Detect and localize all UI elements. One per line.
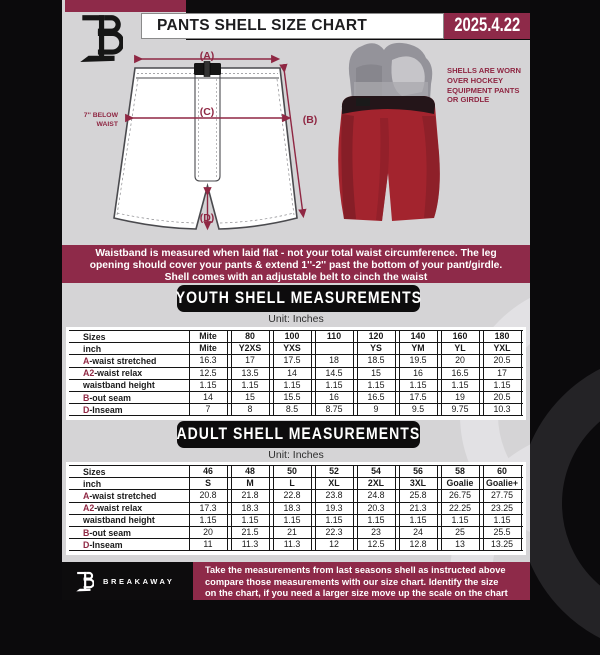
text-line: OR GIRDLE <box>447 95 490 105</box>
table-cell: 1.15 <box>273 515 312 526</box>
adult-heading-text: ADULT SHELL MEASUREMENTS <box>176 425 421 443</box>
table-cell: 27.75 <box>483 490 522 501</box>
youth-unit-label: Unit: Inches <box>268 313 324 325</box>
table-cell: 1.15 <box>315 515 354 526</box>
row-label-prefix: D <box>83 539 90 550</box>
row-label-prefix: D <box>83 404 90 415</box>
table-cell: 12.5 <box>189 368 228 379</box>
table-cell: 1.15 <box>189 515 228 526</box>
table-cell: 19.3 <box>315 503 354 514</box>
table-cell: 22.25 <box>441 503 480 514</box>
table-cell: 14 <box>273 368 312 379</box>
row-label-prefix: B <box>83 392 90 403</box>
table-cell: 8 <box>231 404 270 415</box>
table-cell: 3XL <box>399 478 438 489</box>
page-title: PANTS SHELL SIZE CHART <box>141 13 444 39</box>
table-cell: 1.15 <box>231 515 270 526</box>
table-cell: 18 <box>315 355 354 366</box>
table-cell: 25.5 <box>483 527 522 538</box>
table-cell: YM <box>399 343 438 354</box>
table-cell: 1.15 <box>273 380 312 391</box>
table-cell: 1.15 <box>357 380 396 391</box>
table-cell: 22.3 <box>315 527 354 538</box>
table-cell: 18.3 <box>273 503 312 514</box>
table-cell: 24.8 <box>357 490 396 501</box>
table-cell <box>315 343 354 354</box>
table-row <box>69 368 523 380</box>
table-cell: M <box>231 478 270 489</box>
brand-name: BREAKAWAY <box>103 577 175 586</box>
shell-caption <box>447 66 523 105</box>
footer-instructions <box>193 562 530 600</box>
table-cell: 21.8 <box>231 490 270 501</box>
table-cell: Goalie <box>441 478 480 489</box>
page-content <box>62 0 530 600</box>
footer-brand-box <box>62 562 193 600</box>
adult-unit-label: Unit: Inches <box>268 449 324 461</box>
table-cell: 1.15 <box>315 380 354 391</box>
row-label: inch <box>83 343 102 354</box>
table-cell: 1.15 <box>483 380 522 391</box>
table-cell: 60 <box>483 466 522 477</box>
row-label: A-waist stretched <box>83 355 157 366</box>
youth-heading-text: YOUTH SHELL MEASUREMENTS <box>175 289 422 307</box>
table-cell: 9.75 <box>441 404 480 415</box>
table-cell: 80 <box>231 331 270 342</box>
row-label: A-waist stretched <box>83 490 157 501</box>
table-cell: 10.3 <box>483 404 522 415</box>
table-cell: 1.15 <box>231 380 270 391</box>
table-cell: 110 <box>315 331 354 342</box>
breakaway-logo-icon <box>75 570 94 592</box>
table-cell: 13.5 <box>231 368 270 379</box>
table-cell: 56 <box>399 466 438 477</box>
table-cell: S <box>189 478 228 489</box>
table-cell: 25.8 <box>399 490 438 501</box>
row-label-prefix: A2 <box>83 503 95 514</box>
table-cell: 180 <box>483 331 522 342</box>
table-cell: 21 <box>273 527 312 538</box>
table-cell: 23 <box>357 527 396 538</box>
date-text: 2025.4.22 <box>454 15 520 36</box>
row-label-prefix: B <box>83 527 90 538</box>
table-cell: 23.8 <box>315 490 354 501</box>
table-row <box>69 465 523 478</box>
measure-label-a: (A) <box>199 50 215 62</box>
table-cell: 1.15 <box>441 515 480 526</box>
text-line: 7'' BELOW <box>83 112 118 119</box>
table-row <box>69 392 523 404</box>
table-cell: 16 <box>315 392 354 403</box>
table-cell: 9 <box>357 404 396 415</box>
table-cell: 24 <box>399 527 438 538</box>
table-cell: 13.25 <box>483 539 522 550</box>
shell-photo <box>332 38 444 228</box>
table-cell: 26.75 <box>441 490 480 501</box>
table-cell: 48 <box>231 466 270 477</box>
table-cell: 46 <box>189 466 228 477</box>
table-cell: 20.8 <box>189 490 228 501</box>
table-cell: 12.5 <box>357 539 396 550</box>
table-cell: 19 <box>441 392 480 403</box>
row-label: B-out seam <box>83 392 131 403</box>
table-row <box>69 343 523 355</box>
row-label: D-Inseam <box>83 404 123 415</box>
table-cell: 20 <box>189 527 228 538</box>
table-cell: 1.15 <box>399 515 438 526</box>
table-cell: 1.15 <box>357 515 396 526</box>
table-cell: 1.15 <box>483 515 522 526</box>
measure-label-c: (C) <box>199 106 215 118</box>
table-cell: 21.5 <box>231 527 270 538</box>
table-cell: YXL <box>483 343 522 354</box>
table-row <box>69 527 523 539</box>
row-label: inch <box>83 478 102 489</box>
table-cell: 21.3 <box>399 503 438 514</box>
date-badge <box>444 13 530 39</box>
youth-section-heading <box>177 285 420 312</box>
table-cell: 12 <box>315 539 354 550</box>
table-cell: 1.15 <box>189 380 228 391</box>
table-cell: 13 <box>441 539 480 550</box>
table-cell: 18.3 <box>231 503 270 514</box>
table-cell: 58 <box>441 466 480 477</box>
table-row <box>69 490 523 502</box>
table-cell: 11 <box>189 539 228 550</box>
table-cell: 17.5 <box>399 392 438 403</box>
table-cell: 14.5 <box>315 368 354 379</box>
table-cell: YS <box>357 343 396 354</box>
notice-banner <box>62 245 530 283</box>
table-cell: Mite <box>189 331 228 342</box>
table-cell: 52 <box>315 466 354 477</box>
below-waist-note <box>70 112 118 129</box>
text-line: Shell comes with an adjustable belt to cinch the waist <box>164 271 428 283</box>
table-cell: L <box>273 478 312 489</box>
table-cell: 20 <box>441 355 480 366</box>
text-line: WAIST <box>96 120 118 128</box>
row-label: waistband height <box>83 380 155 391</box>
table-cell: 9.5 <box>399 404 438 415</box>
table-cell: 8.75 <box>315 404 354 415</box>
text-line: Waistband is measured when laid flat - not your total waist circumference. The leg <box>95 248 497 259</box>
table-cell: YXS <box>273 343 312 354</box>
row-label: D-Inseam <box>83 539 123 550</box>
row-label: A2-waist relax <box>83 368 143 379</box>
row-label: waistband height <box>83 515 155 526</box>
text-line: EQUIPMENT PANTS <box>447 85 520 95</box>
adult-measurements-table <box>66 462 526 555</box>
table-cell: 20.3 <box>357 503 396 514</box>
text-line: OVER HOCKEY <box>447 75 504 85</box>
table-cell: 50 <box>273 466 312 477</box>
table-cell: Y2XS <box>231 343 270 354</box>
table-cell: 1.15 <box>399 380 438 391</box>
pants-diagram <box>98 50 313 235</box>
table-row <box>69 355 523 367</box>
table-cell: 15.5 <box>273 392 312 403</box>
row-label-prefix: A <box>83 355 90 366</box>
table-cell: Mite <box>189 343 228 354</box>
table-row <box>69 539 523 551</box>
row-label: A2-waist relax <box>83 503 143 514</box>
text-line: opening should cover your pants & extend 1''-2'' past the bottom of your pant/girdle. <box>89 259 503 271</box>
table-cell: 17.5 <box>273 355 312 366</box>
text-line: Take the measurements from last seasons shell as instructed above <box>205 565 506 575</box>
table-cell: 120 <box>357 331 396 342</box>
table-cell: 11.3 <box>231 539 270 550</box>
table-row <box>69 503 523 515</box>
table-cell: 16.5 <box>357 392 396 403</box>
table-cell: 1.15 <box>441 380 480 391</box>
table-cell: XL <box>315 478 354 489</box>
watermark-logo-arc-dark <box>518 352 600 655</box>
table-cell: 14 <box>189 392 228 403</box>
row-label: Sizes <box>83 331 106 342</box>
table-cell: 16 <box>399 368 438 379</box>
table-cell: 7 <box>189 404 228 415</box>
table-cell: 25 <box>441 527 480 538</box>
text-line: SHELLS ARE WORN <box>447 66 521 75</box>
table-cell: 15 <box>231 392 270 403</box>
row-label: Sizes <box>83 466 106 477</box>
table-cell: 100 <box>273 331 312 342</box>
table-row <box>69 330 523 343</box>
table-cell: 2XL <box>357 478 396 489</box>
table-cell: 16.3 <box>189 355 228 366</box>
table-cell: 19.5 <box>399 355 438 366</box>
table-cell: 17 <box>483 368 522 379</box>
table-cell: 17.3 <box>189 503 228 514</box>
text-line: on the chart, if you need a larger size move up the scale on the chart <box>205 588 508 599</box>
text-line: compare those measurements with our size chart. Identify the size <box>205 576 499 587</box>
table-cell: 160 <box>441 331 480 342</box>
table-row <box>69 404 523 416</box>
table-cell: 54 <box>357 466 396 477</box>
row-label: B-out seam <box>83 527 131 538</box>
table-cell: 17 <box>231 355 270 366</box>
table-cell: 140 <box>399 331 438 342</box>
measure-label-b: (B) <box>302 114 318 126</box>
table-cell: 8.5 <box>273 404 312 415</box>
table-cell: 18.5 <box>357 355 396 366</box>
table-cell: 16.5 <box>441 368 480 379</box>
table-cell: Goalie+ <box>483 478 522 489</box>
table-cell: 20.5 <box>483 355 522 366</box>
table-row <box>69 380 523 392</box>
adult-section-heading <box>177 421 420 448</box>
table-cell: 11.3 <box>273 539 312 550</box>
table-cell: 12.8 <box>399 539 438 550</box>
table-row <box>69 478 523 490</box>
table-cell: 23.25 <box>483 503 522 514</box>
table-cell: YL <box>441 343 480 354</box>
table-cell: 20.5 <box>483 392 522 403</box>
table-row <box>69 515 523 527</box>
row-label-prefix: A2 <box>83 368 95 379</box>
row-label-prefix: A <box>83 490 90 501</box>
measure-label-d: (D) <box>199 212 215 224</box>
table-cell: 15 <box>357 368 396 379</box>
youth-measurements-table <box>66 327 526 420</box>
table-cell: 22.8 <box>273 490 312 501</box>
